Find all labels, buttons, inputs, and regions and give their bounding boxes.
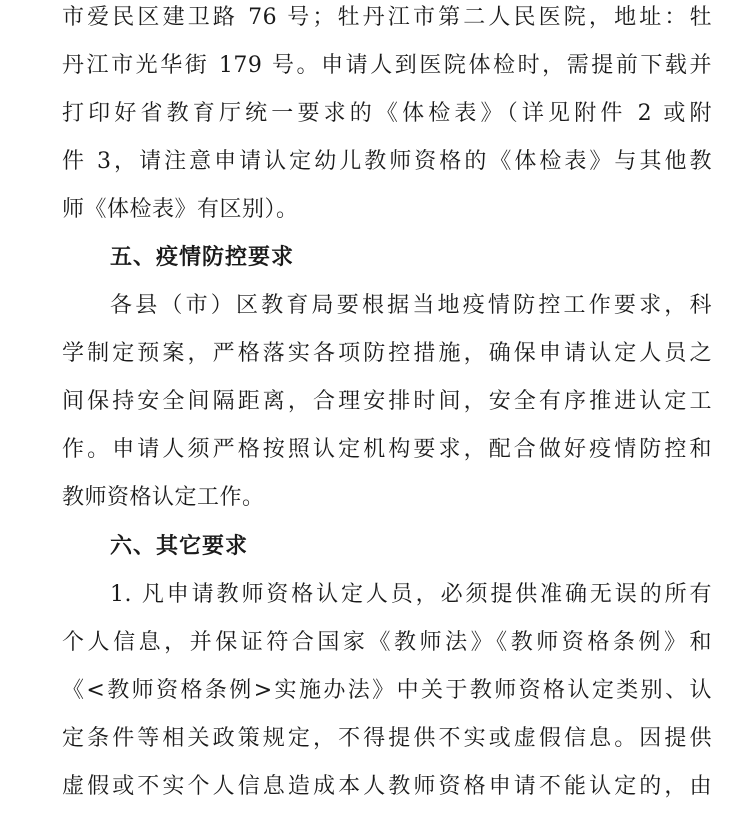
paragraph-line: 学制定预案，严格落实各项防控措施，确保申请认定人员之 <box>62 341 712 366</box>
paragraph-line: 各县（市）区教育局要根据当地疫情防控工作要求，科 <box>110 293 712 318</box>
paragraph-line: 件 3，请注意申请认定幼儿教师资格的《体检表》与其他教 <box>62 149 712 174</box>
paragraph-line: 市爱民区建卫路 76 号；牡丹江市第二人民医院，地址：牡 <box>62 5 712 30</box>
paragraph-line: 教师资格认定工作。 <box>62 485 265 510</box>
paragraph-line: 打印好省教育厅统一要求的《体检表》（详见附件 2 或附 <box>62 101 712 126</box>
paragraph-line: 1. 凡申请教师资格认定人员，必须提供准确无误的所有 <box>110 582 712 607</box>
paragraph-line: 定条件等相关政策规定，不得提供不实或虚假信息。因提供 <box>62 726 712 751</box>
paragraph-line: 间保持安全间隔距离，合理安排时间，安全有序推进认定工 <box>62 389 712 414</box>
paragraph-line: 个人信息，并保证符合国家《教师法》《教师资格条例》和 <box>62 630 712 655</box>
section-heading-epidemic-prevention: 五、疫情防控要求 <box>110 245 295 270</box>
section-heading-other-requirements: 六、其它要求 <box>110 534 249 559</box>
paragraph-line: 《<教师资格条例>实施办法》中关于教师资格认定类别、认 <box>62 678 712 703</box>
paragraph-line: 作。申请人须严格按照认定机构要求，配合做好疫情防控和 <box>62 437 712 462</box>
paragraph-line: 虚假或不实个人信息造成本人教师资格申请不能认定的，由 <box>62 774 712 799</box>
paragraph-line: 丹江市光华街 179 号。申请人到医院体检时，需提前下载并 <box>62 53 712 78</box>
paragraph-line: 师《体检表》有区别）。 <box>62 197 299 222</box>
